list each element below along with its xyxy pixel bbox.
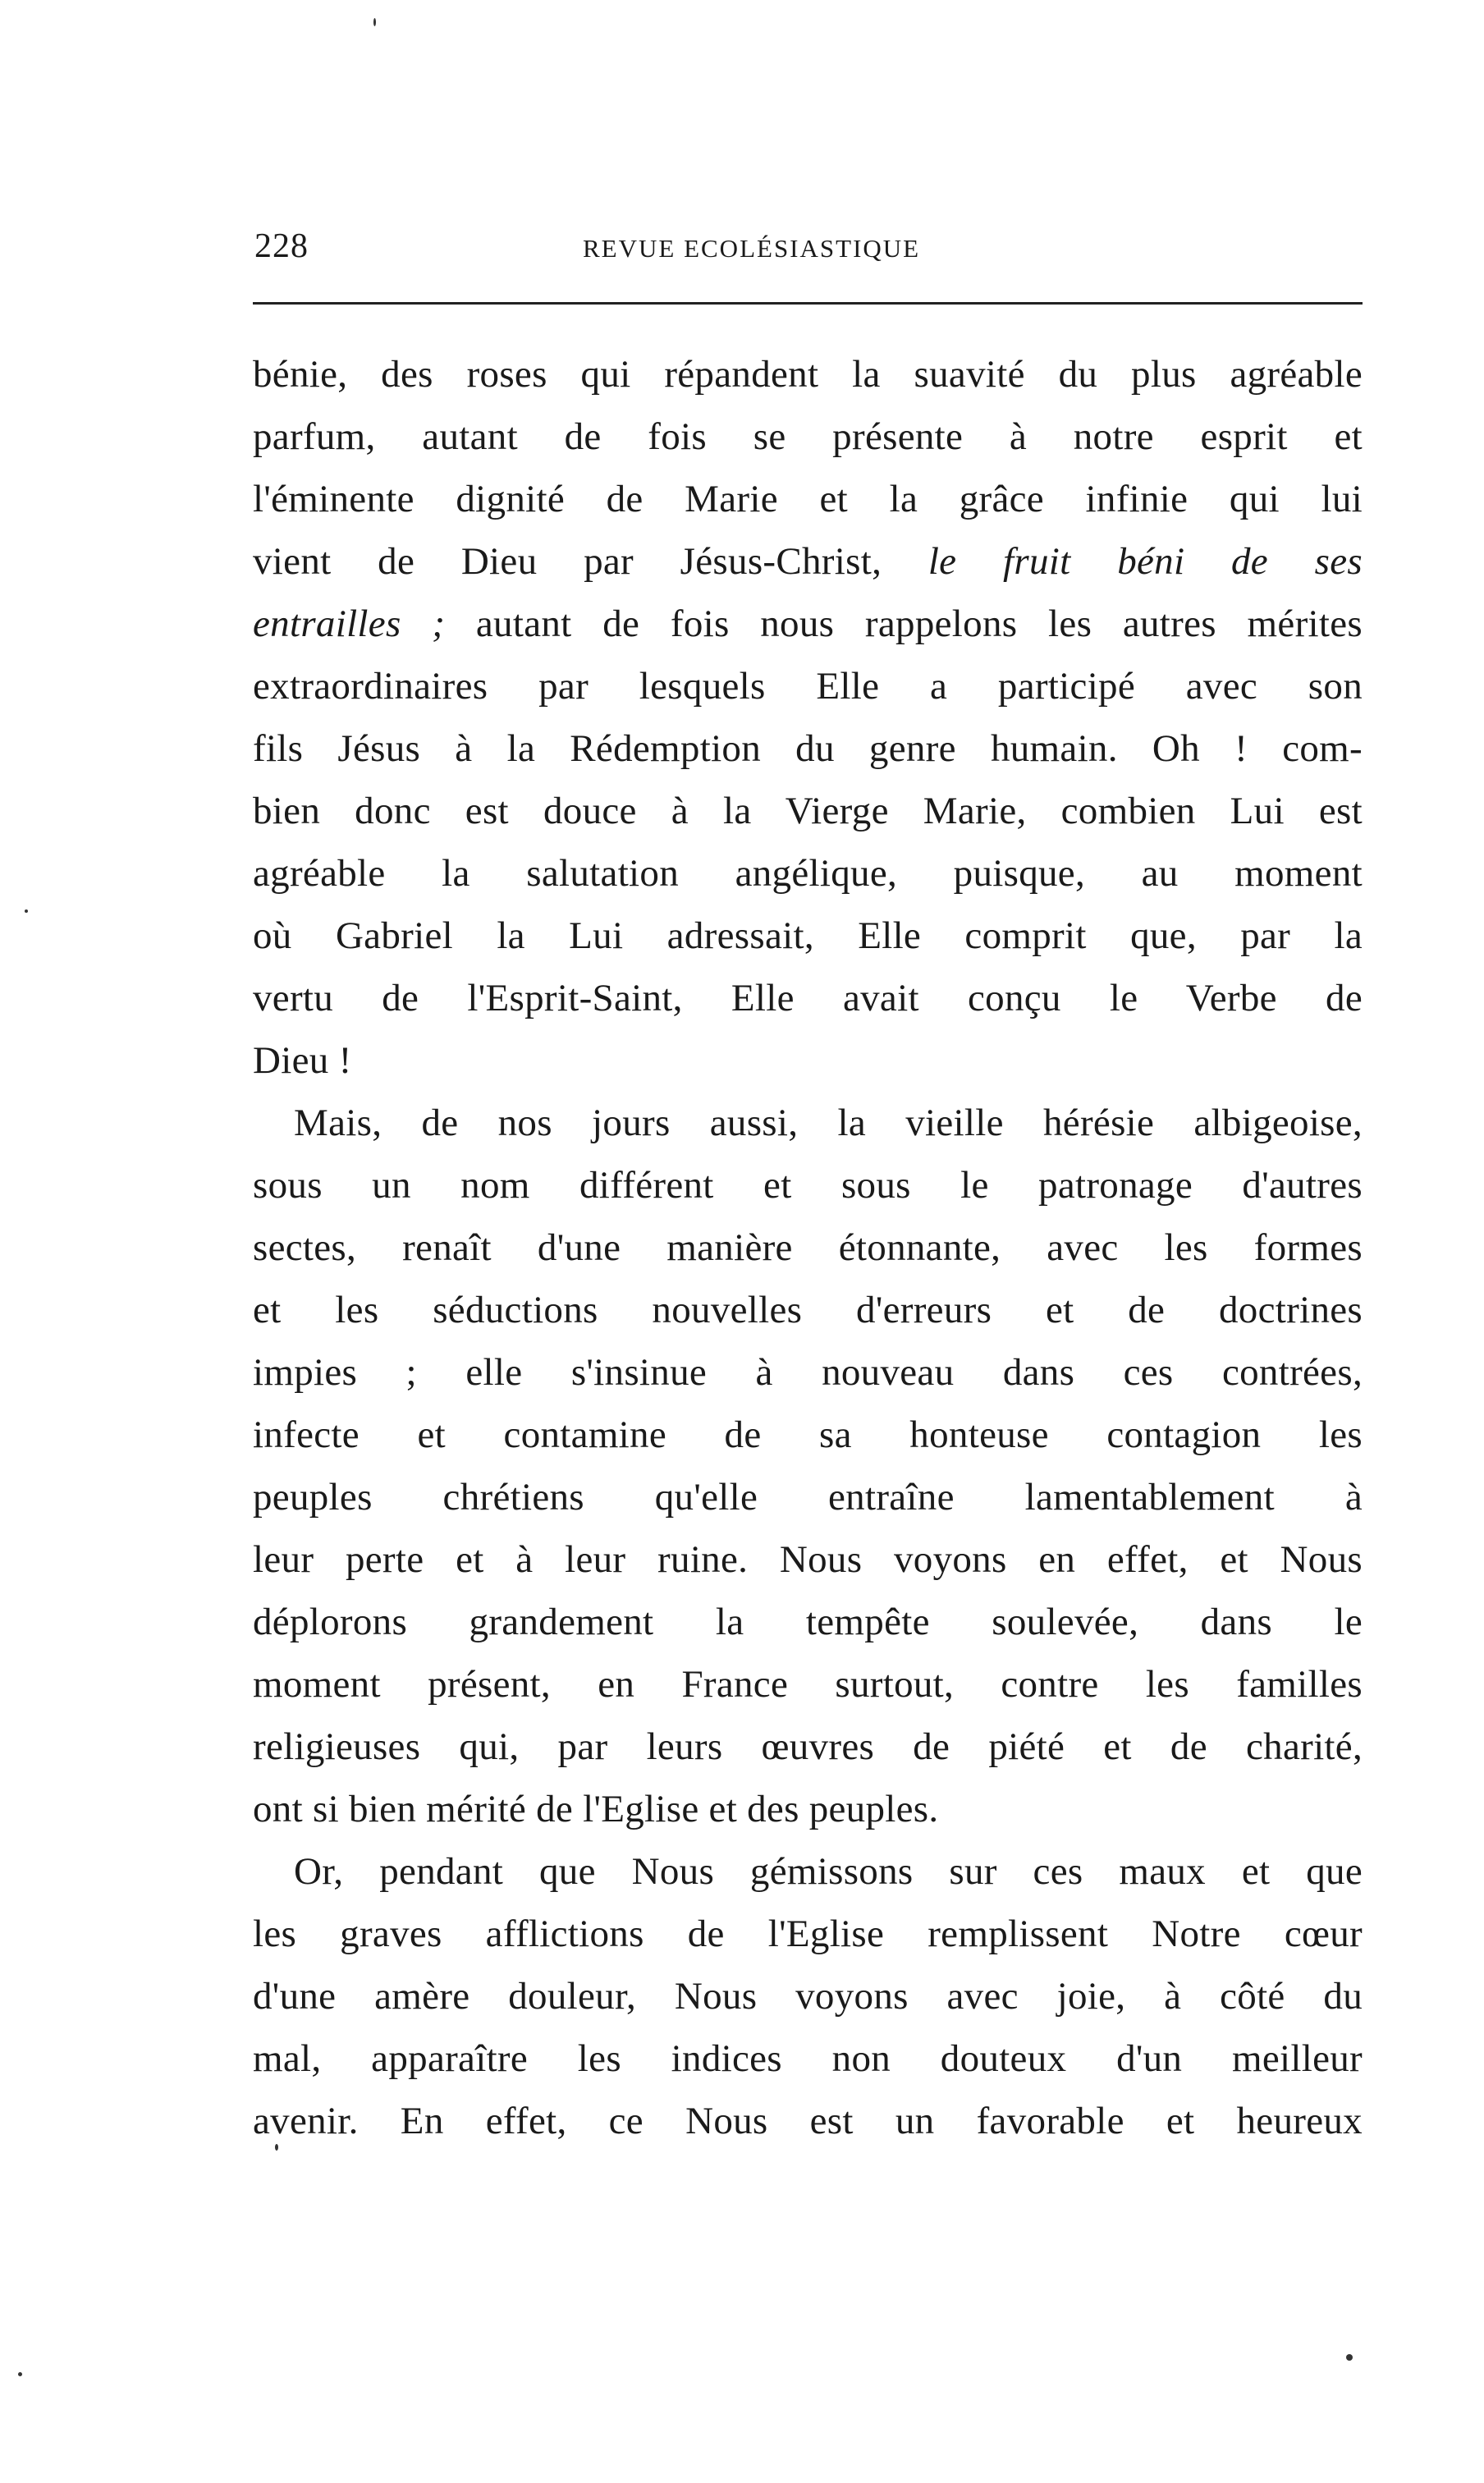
text-line: Mais, de nos jours aussi, la vieille hérésie albigeoise, bbox=[294, 1102, 1363, 1144]
text-line: leur perte et à leur ruine. Nous voyons en effet, et Nous bbox=[253, 1538, 1363, 1581]
text-line: ont si bien mérité de l'Eglise et des peuples. bbox=[253, 1788, 939, 1830]
text-line: entrailles ; autant de fois nous rappelons les autres mérites bbox=[253, 602, 1363, 645]
text-line: vient de Dieu par Jésus-Christ, le fruit béni de ses bbox=[253, 540, 1363, 583]
text-line: impies ; elle s'insinue à nouveau dans ces contrées, bbox=[253, 1351, 1363, 1394]
text-line: parfum, autant de fois se présente à notre esprit et bbox=[253, 415, 1363, 458]
text-line: bien donc est douce à la Vierge Marie, combien Lui est bbox=[253, 790, 1363, 832]
text-line: peuples chrétiens qu'elle entraîne lamentablement à bbox=[253, 1476, 1363, 1519]
text-line: avenir. En effet, ce Nous est un favorable et heureux bbox=[253, 2100, 1363, 2142]
text-line: l'éminente dignité de Marie et la grâce infinie qui lui bbox=[253, 478, 1363, 520]
text-line: moment présent, en France surtout, contre les familles bbox=[253, 1663, 1363, 1706]
text-line: infecte et contamine de sa honteuse contagion les bbox=[253, 1413, 1363, 1456]
text-line: sectes, renaît d'une manière étonnante, avec les formes bbox=[253, 1226, 1363, 1269]
text-line: agréable la salutation angélique, puisque, au moment bbox=[253, 852, 1363, 895]
header-rule bbox=[253, 302, 1363, 305]
page-header bbox=[254, 222, 1363, 279]
running-title: REVUE ECOLÉSIASTIQUE bbox=[583, 234, 921, 263]
text-line: où Gabriel la Lui adressait, Elle comprit que, par la bbox=[253, 914, 1363, 957]
scan-speck bbox=[18, 2372, 22, 2376]
scan-speck bbox=[275, 2144, 278, 2151]
text-line: Or, pendant que Nous gémissons sur ces maux et que bbox=[294, 1850, 1363, 1893]
text-line: extraordinaires par lesquels Elle a participé avec son bbox=[253, 665, 1363, 708]
scan-speck bbox=[1346, 2354, 1353, 2361]
body-text bbox=[253, 343, 1363, 2152]
text-line: déplorons grandement la tempête soulevée, dans le bbox=[253, 1601, 1363, 1643]
scan-speck bbox=[25, 909, 28, 913]
text-line: religieuses qui, par leurs œuvres de piété et de charité, bbox=[253, 1725, 1363, 1768]
text-line: sous un nom différent et sous le patronage d'autres bbox=[253, 1164, 1363, 1207]
text-line: vertu de l'Esprit-Saint, Elle avait conçu le Verbe de bbox=[253, 977, 1363, 1019]
text-line: bénie, des roses qui répandent la suavité du plus agréable bbox=[253, 353, 1363, 396]
scan-speck bbox=[373, 18, 376, 26]
text-line: fils Jésus à la Rédemption du genre humain. Oh ! com- bbox=[253, 727, 1363, 770]
text-line: les graves afflictions de l'Eglise remplissent Notre cœur bbox=[253, 1913, 1363, 1955]
text-line: d'une amère douleur, Nous voyons avec joie, à côté du bbox=[253, 1975, 1363, 2018]
italic-quote: le fruit béni de ses bbox=[928, 540, 1363, 583]
page-number: 228 bbox=[254, 227, 309, 265]
italic-quote: entrailles ; bbox=[253, 602, 446, 645]
text-line: et les séductions nouvelles d'erreurs et de doctrines bbox=[253, 1289, 1363, 1331]
text-line: Dieu ! bbox=[253, 1039, 352, 1082]
text-line: mal, apparaître les indices non douteux d'un meilleur bbox=[253, 2037, 1363, 2080]
